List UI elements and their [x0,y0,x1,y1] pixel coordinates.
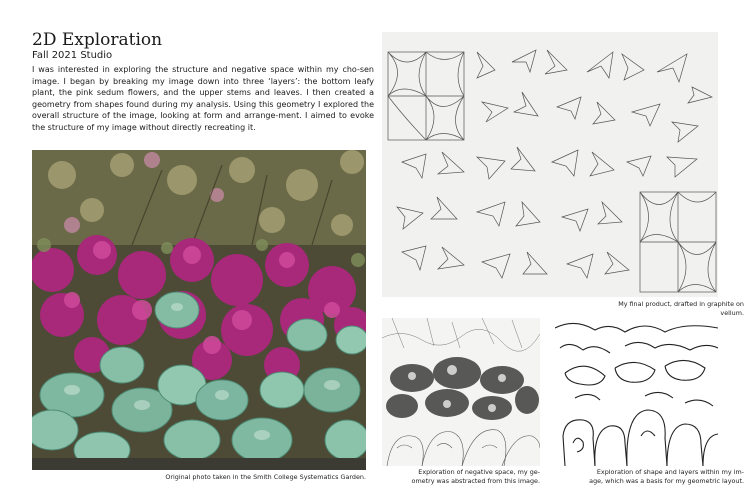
page-subtitle: Fall 2021 Studio [32,50,113,61]
shape-caption-line-1: Exploration of shape and layers within my im- [596,468,744,476]
negative-caption-line-1: Exploration of negative space, my ge- [418,468,540,476]
intro-paragraph: I was interested in exploring the structure and negative space within my cho-sen image. I began by breaking my image down into three ‘layers’: the bottom leafy plant, the pink sedum flowers, and the upper stems and leaves. I then created a geometry from shapes found during my analysis. Using this geometry I explored the overall structure of the image, looking at form and arrange-ment. I aimed to evoke the structure of my image without directly recreating it. [32,65,374,132]
shape-caption-line-2: age, which was a basis for my geometric layout. [589,477,744,485]
final-caption-line-2: vellum. [720,309,744,317]
photo-caption: Original photo taken in the Smith College Systematics Garden. [165,473,366,481]
negative-space-sketch [382,318,540,466]
shape-layers-sketch [555,318,718,466]
final-drawing [382,32,718,297]
negative-caption-line-2: ometry was abstracted from this image. [411,477,540,485]
garden-photo [32,150,366,470]
final-caption-line-1: My final product, drafted in graphite on [618,300,744,308]
page-title: 2D Exploration [32,30,163,50]
